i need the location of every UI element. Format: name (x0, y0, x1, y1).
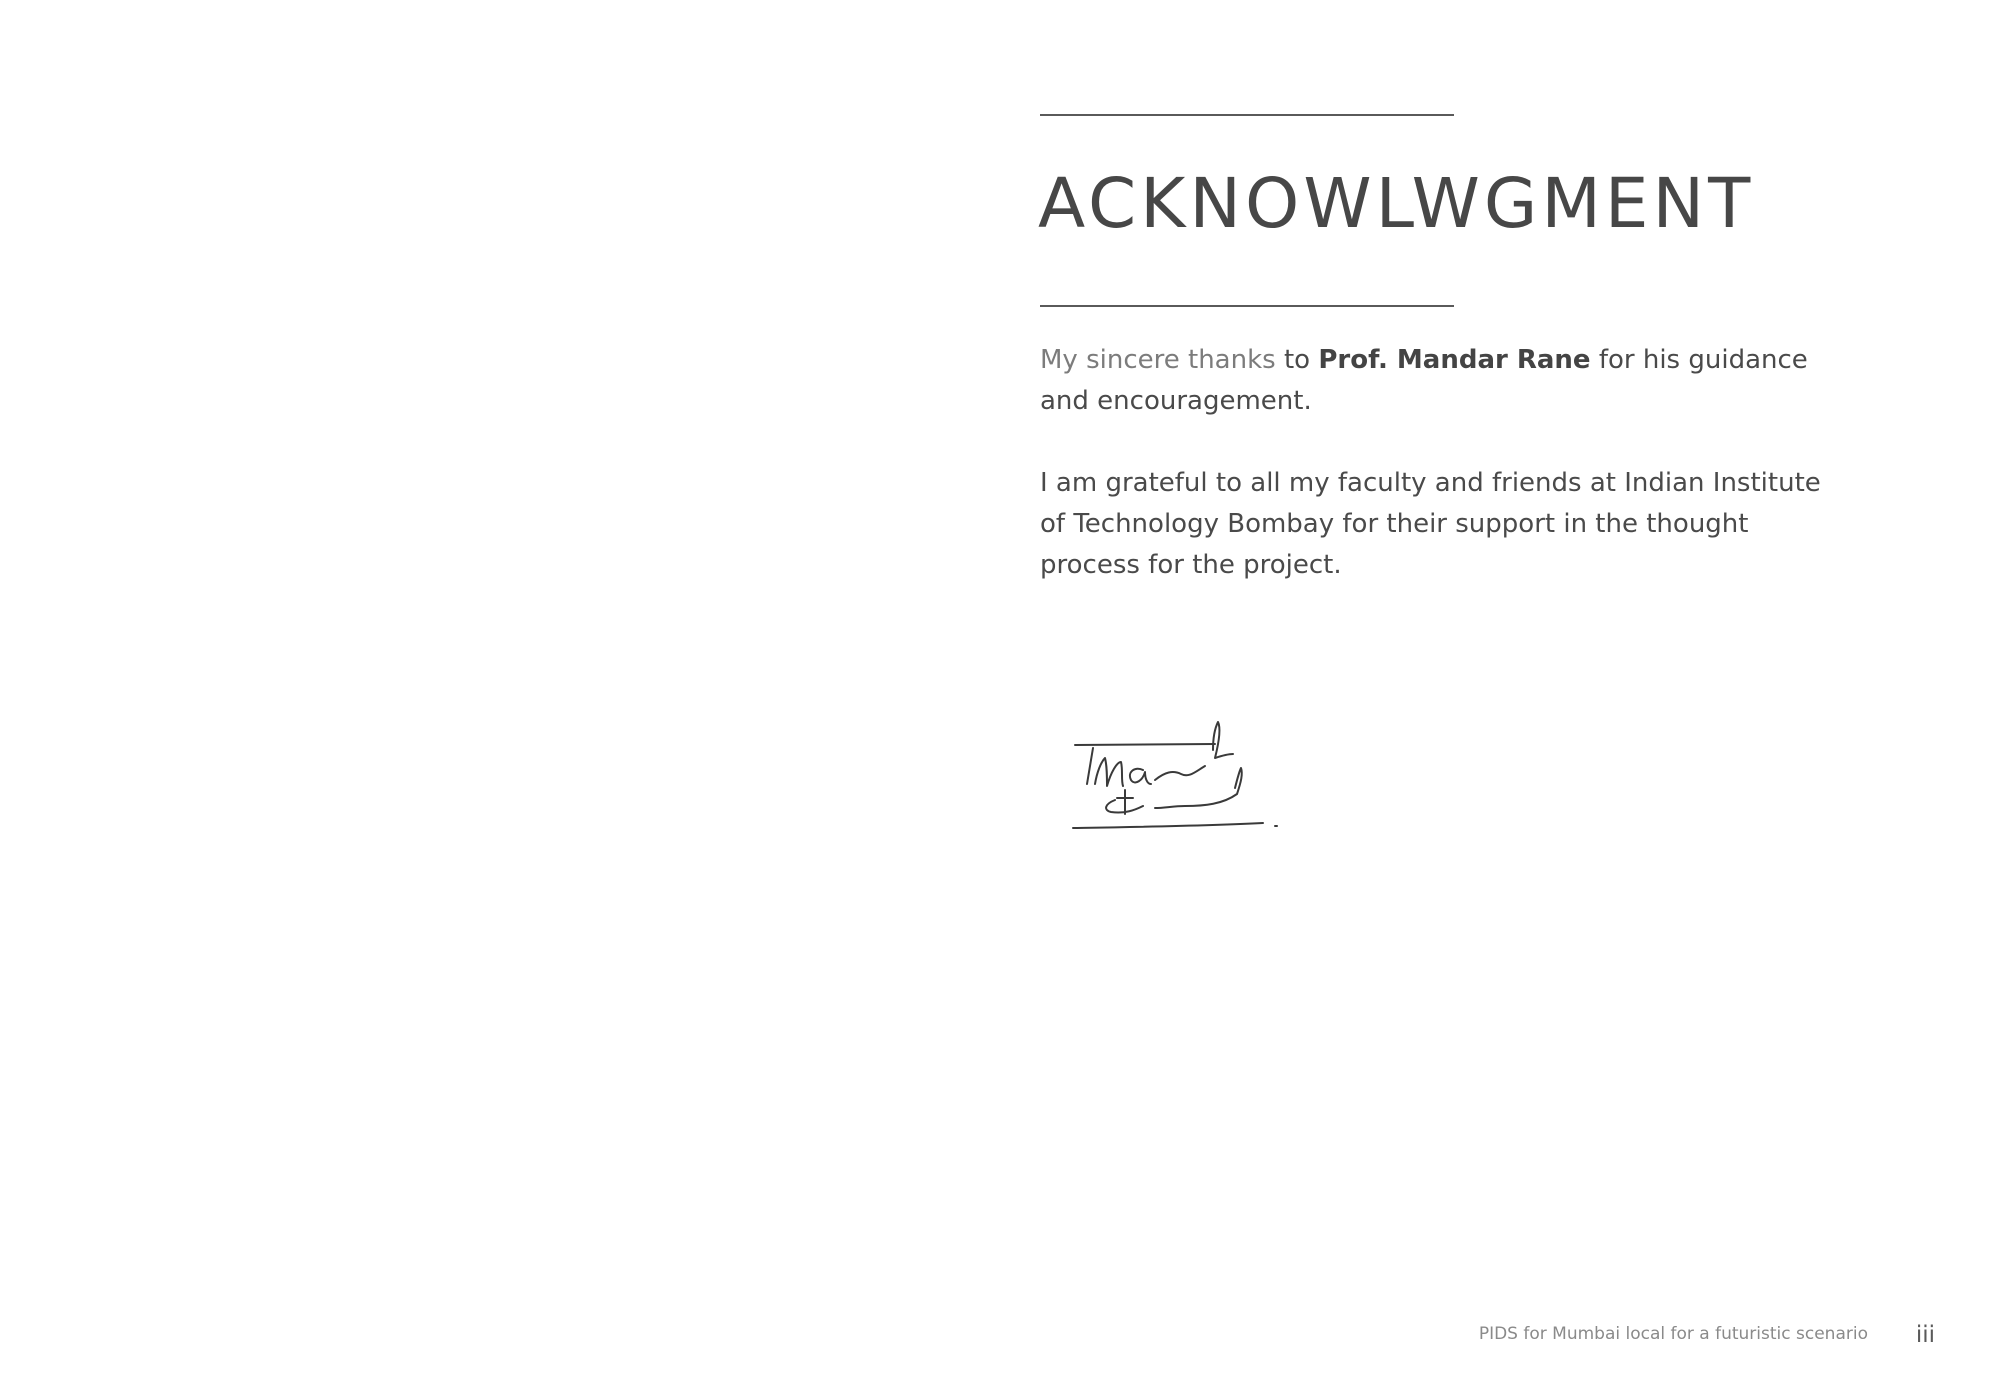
page-number: iii (1915, 1322, 1935, 1348)
thanks-lead: My sincere thanks (1040, 345, 1276, 375)
page-title: ACKNOWLWGMENT (1038, 164, 1755, 244)
gratitude-paragraph: I am grateful to all my faculty and friends at Indian Institute of Technology Bombay for their support in the thought process for the project. (1040, 468, 1821, 580)
thanks-connector: to (1275, 345, 1319, 375)
thanks-paragraph (1040, 340, 1840, 422)
advisor-name: Prof. Mandar Rane (1318, 345, 1591, 375)
thanks-rest: for his guidance and encouragement. (1040, 345, 1808, 416)
footer-document-title: PIDS for Mumbai local for a futuristic scenario (1478, 1324, 1868, 1344)
bottom-divider (1040, 305, 1454, 307)
handwritten-signature-icon (1055, 710, 1285, 830)
top-divider (1040, 114, 1454, 116)
